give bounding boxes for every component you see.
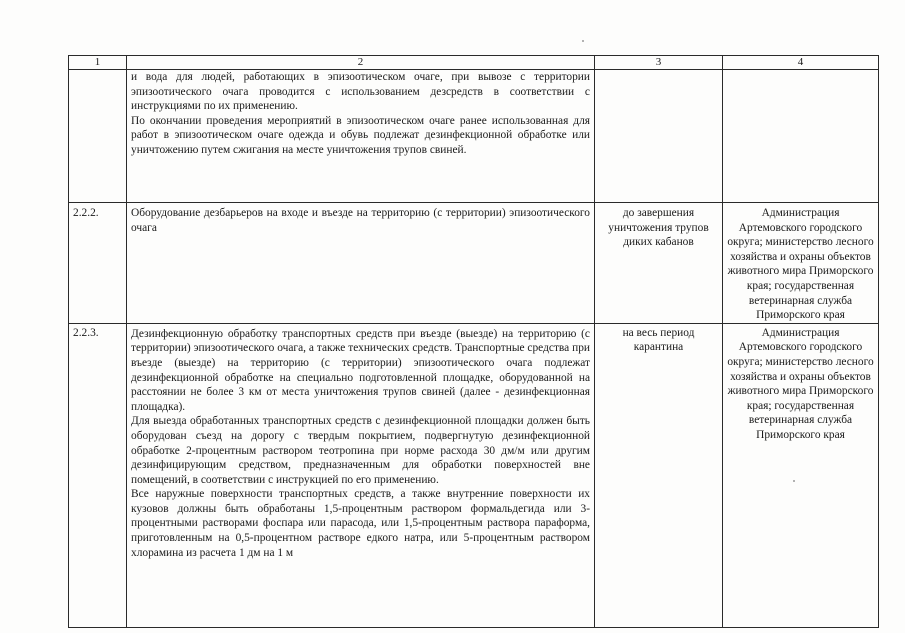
deadline-cell: на весь период карантина (595, 323, 723, 627)
measure-description (127, 70, 595, 203)
column-number-2: 2 (127, 56, 595, 70)
deadline-cell (595, 70, 723, 203)
responsible-cell: Администрация Артемовского городского округа; министерство лесного хозяйства и охраны объектов животного мира Приморского края; государственная ветеринарная служба Приморского края (723, 203, 879, 324)
responsible-cell: Администрация Артемовского городского округа; министерство лесного хозяйства и охраны объектов животного мира Приморского края; государственная ветеринарная служба Приморского края (723, 323, 879, 627)
measure-description (127, 323, 595, 627)
table-row (69, 70, 879, 203)
table-row (69, 203, 879, 324)
measure-paragraph: Все наружные поверхности транспортных средств, а также внутренние поверхности их кузовов должны быть обработаны 1,5-процентным раствором формальдегида или 3-процентными растворами фоспара или парасода, или 1,5-процентным раствора параформа, приготовленным на 0,5-процентном растворе едкого натра, или 5-процентным раствором хлорамина из расчета 1 дм на 1 м (131, 488, 590, 559)
scan-speck (793, 480, 795, 482)
measure-paragraph: Для выезда обработанных транспортных средств с дезинфекционной площадки должен быть оборудован съезд на дорогу с твердым покрытием, подвергнутую дезинфекционной обработке 2-процентным раствором теотропина при норме расхода 30 дм/м или другим дезинфицирующим средством, предназначенным для обработки поверхностей вне помещений, в соответствии с инструкцией по его применению. (131, 415, 590, 486)
item-number: 2.2.2. (69, 203, 127, 324)
measure-paragraph: Дезинфекционную обработку транспортных средств при въезде (выезде) на территорию (с территории) эпизоотического очага, а также технических средств. Транспортные средства при въезде (выезде) на территорию (с территории) эпизоотического очага подлежат дезинфекционной обработке на специально подготовленной площадке, оборудованной на расстоянии не более 3 км от места уничтожения трупов свиней (далее - дезинфекционная площадка). (131, 327, 590, 413)
scan-speck (582, 40, 584, 42)
measure-paragraph: и вода для людей, работающих в эпизоотическом очаге, при вывозе с территории эпизоотического очага проводится с использованием дезсредств в соответствии с инструкциями по их применению. (131, 71, 590, 113)
responsible-cell (723, 70, 879, 203)
table-row (69, 323, 879, 627)
item-number (69, 70, 127, 203)
column-number-1: 1 (69, 56, 127, 70)
column-number-3: 3 (595, 56, 723, 70)
deadline-cell: до завершения уничтожения трупов диких кабанов (595, 203, 723, 324)
measure-description (127, 203, 595, 324)
measures-table (68, 55, 879, 628)
column-number-row (69, 56, 879, 70)
measure-paragraph: Оборудование дезбарьеров на входе и въезде на территорию (с территории) эпизоотического очага (131, 207, 590, 234)
column-number-4: 4 (723, 56, 879, 70)
item-number: 2.2.3. (69, 323, 127, 627)
measure-paragraph: По окончании проведения мероприятий в эпизоотическом очаге ранее использованная для работ в эпизоотическом очаге одежда и обувь подлежат дезинфекционной обработке или уничтожению путем сжигания на месте уничтожения трупов свиней. (131, 114, 590, 156)
